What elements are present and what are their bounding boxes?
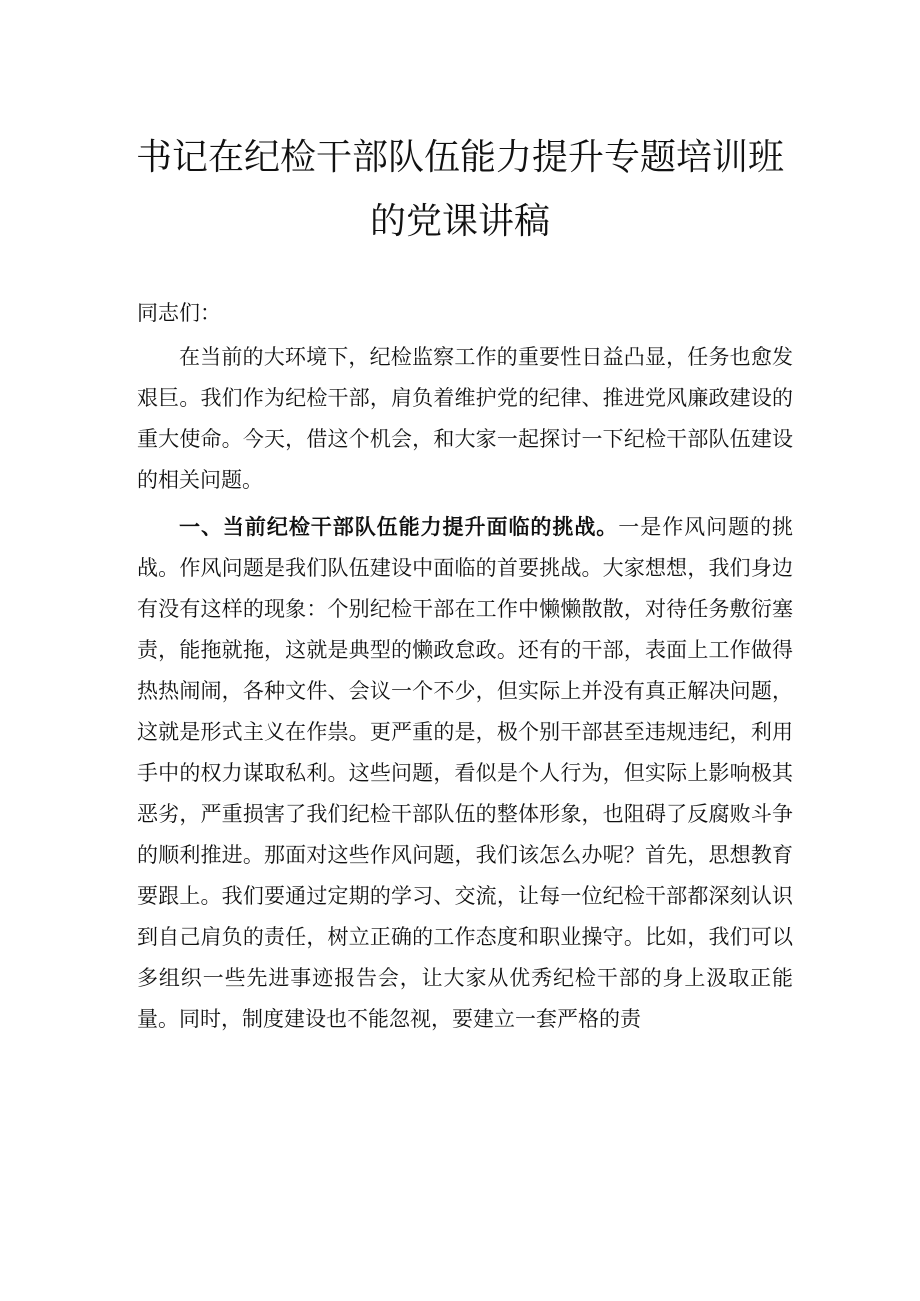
document-title-line-1: 书记在纪检干部队伍能力提升专题培训班: [135, 137, 784, 178]
greeting: 同志们：: [137, 301, 221, 325]
section-heading: 一、当前纪检干部队伍能力提升面临的挑战。: [179, 515, 619, 539]
section-body: 一是作风问题的挑战。作风问题是我们队伍建设中面临的首要挑战。大家想想，我们身边有没有这样的现象：个别纪检干部在工作中懒懒散散，对待任务敷衍塞责，能拖就拖，这就是典型的懒政怠政。还有的干部，表面上工作做得热热闹闹，各种文件、会议一个不少，但实际上并没有真正解决问题，这就是形式主义在作祟。更严重的是，极个别干部甚至违规违纪，利用手中的权力谋取私利。这些问题，看似是个人行为，但实际上影响极其恶劣，严重损害了我们纪检干部队伍的整体形象，也阻碍了反腐败斗争的顺利推进。那面对这些作风问题，我们该怎么办呢？首先，思想教育要跟上。我们要通过定期的学习、交流，让每一位纪检干部都深刻认识到自己肩负的责任，树立正确的工作态度和职业操守。比如，我们可以多组织一些先进事迹报告会，让大家从优秀纪检干部的身上汲取正能量。同时，制度建设也不能忽视，要建立一套严格的责: [137, 515, 794, 1031]
paragraph-intro: 在当前的大环境下，纪检监察工作的重要性日益凸显，任务也愈发艰巨。我们作为纪检干部，肩负着维护党的纪律、推进党风廉政建设的重大使命。今天，借这个机会，和大家一起探讨一下纪检干部队伍建设的相关问题。: [137, 345, 793, 492]
document-title-line-2: 的党课讲稿: [369, 201, 550, 242]
paragraph-challenges: [137, 507, 793, 1040]
